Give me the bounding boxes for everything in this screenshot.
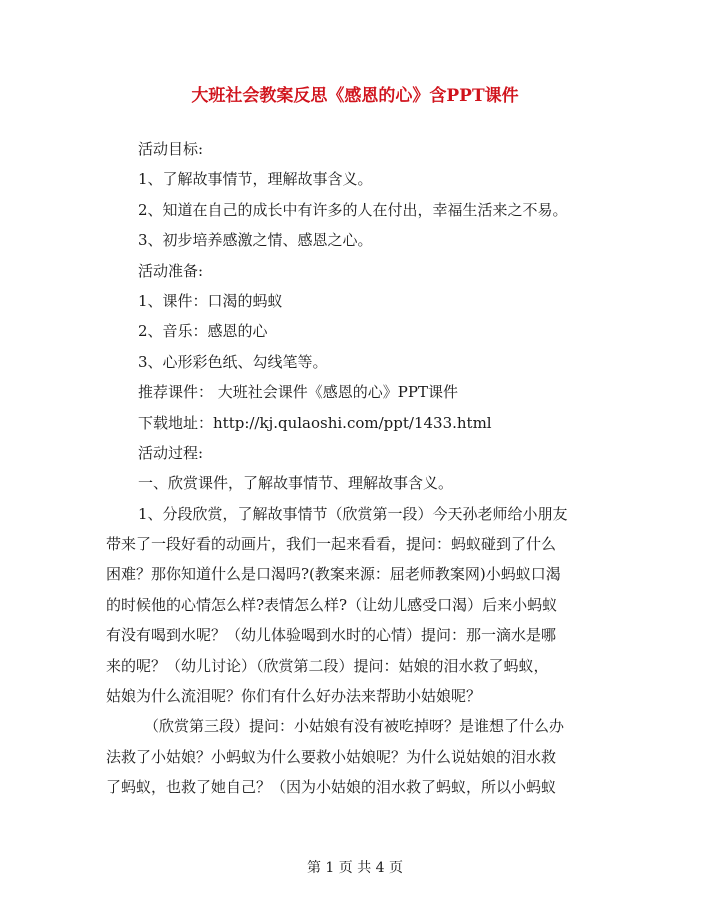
page-footer: 第 1 页 共 4 页: [306, 860, 404, 876]
text-line: 2、知道在自己的成长中有许多的人在付出，幸福生活来之不易。: [138, 200, 568, 219]
text-line: 3、初步培养感激之情、感恩之心。: [138, 231, 373, 250]
text-line: 一、欣赏课件，了解故事情节、理解故事含义。: [138, 474, 454, 493]
paragraph-line: 了蚂蚁，也救了她自己？（因为小姑娘的泪水救了蚂蚁，所以小蚂蚁: [106, 778, 557, 797]
paragraph-line: 带来了一段好看的动画片，我们一起来看看，提问：蚂蚁碰到了什么: [106, 535, 557, 554]
paragraph-2: [106, 711, 606, 802]
text-line: 活动目标:: [138, 140, 204, 158]
paragraph-line: 1、分段欣赏，了解故事情节（欣赏第一段）今天孙老师给小朋友: [138, 504, 568, 523]
paragraph-line: 姑娘为什么流泪呢？你们有什么好办法来帮助小姑娘呢？: [106, 687, 482, 706]
paragraph-1: [106, 499, 606, 712]
paragraph-line: 的时候他的心情怎么样?表情怎么样?（让幼儿感受口渴）后来小蚂蚁: [106, 595, 558, 614]
paragraph-line: 有没有喝到水呢？（幼儿体验喝到水时的心情）提问：那一滴水是哪: [106, 626, 557, 645]
document-title: 大班社会教案反思《感恩的心》含PPT课件: [191, 86, 519, 106]
text-line: 活动过程:: [138, 443, 204, 462]
download-link-line: 下载地址：http://kj.qulaoshi.com/ppt/1433.html: [138, 413, 492, 432]
paragraph-line: 困难？那你知道什么是口渴吗?(教案来源：屈老师教案网)小蚂蚁口渴: [106, 565, 561, 584]
text-line: 3、心形彩色纸、勾线笔等。: [138, 352, 328, 371]
document-body: [106, 134, 606, 803]
text-line: 推荐课件： 大班社会课件《感恩的心》PPT课件: [138, 383, 458, 402]
text-line: 2、音乐：感恩的心: [138, 322, 268, 341]
paragraph-line: （欣赏第三段）提问：小姑娘有没有被吃掉呀？是谁想了什么办: [144, 717, 565, 736]
text-line: 活动准备:: [138, 261, 204, 280]
paragraph-line: 来的呢？（幼儿讨论）（欣赏第二段）提问：姑娘的泪水救了蚂蚁，: [106, 656, 549, 675]
text-line: 1、课件：口渴的蚂蚁: [138, 291, 283, 310]
text-line: 1、了解故事情节，理解故事含义。: [138, 170, 373, 189]
paragraph-line: 法救了小姑娘？小蚂蚁为什么要救小姑娘呢？为什么说姑娘的泪水救: [106, 747, 557, 766]
